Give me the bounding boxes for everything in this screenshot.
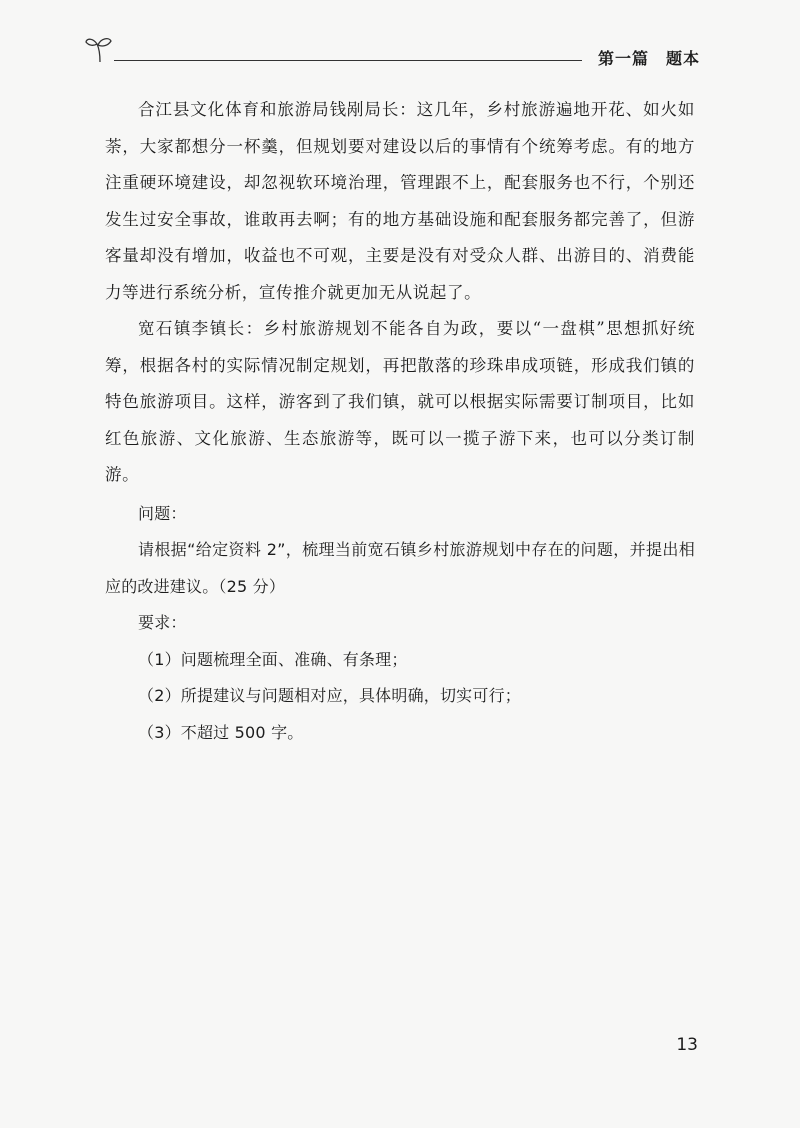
paragraph: 宽石镇李镇长：乡村旅游规划不能各自为政，要以“一盘棋”思想抓好统筹，根据各村的实际情况制定规划，再把散落的珍珠串成项链，形成我们镇的特色旅游项目。这样，游客到了我们镇，就可以根据实际需要订制项目，比如红色旅游、文化旅游、生态旅游等，既可以一揽子游下来，也可以分类订制游。 xyxy=(105,319,695,484)
paragraph: 合江县文化体育和旅游局钱剐局长：这几年，乡村旅游遍地开花、如火如荼，大家都想分一杯羹，但规划要对建设以后的事情有个统筹考虑。有的地方注重硬环境建设，却忽视软环境治理，管理跟不上，配套服务也不行，个别还发生过安全事故，谁敢再去啊；有的地方基础设施和配套服务都完善了，但游客量却没有增加，收益也不可观，主要是没有对受众人群、出游目的、消费能力等进行系统分析，宣传推介就更加无从说起了。 xyxy=(105,100,695,302)
header-rule xyxy=(114,60,582,61)
question-label: 问题： xyxy=(138,503,187,523)
page-number: 13 xyxy=(676,1035,698,1055)
requirement-item: （3）不超过 500 字。 xyxy=(138,722,304,742)
requirement-item: （2）所提建议与问题相对应，具体明确，切实可行； xyxy=(138,686,521,705)
page-header xyxy=(84,26,700,66)
page-body xyxy=(105,92,695,751)
section-title: 第一篇 题本 xyxy=(597,49,700,68)
requirements-label: 要求： xyxy=(138,613,187,632)
sprout-icon xyxy=(84,32,118,64)
question-text: 请根据“给定资料 2”，梳理当前宽石镇乡村旅游规划中存在的问题，并提出相应的改进建议。（25 分） xyxy=(105,540,695,596)
requirement-item: （1）问题梳理全面、准确、有条理； xyxy=(138,649,408,669)
